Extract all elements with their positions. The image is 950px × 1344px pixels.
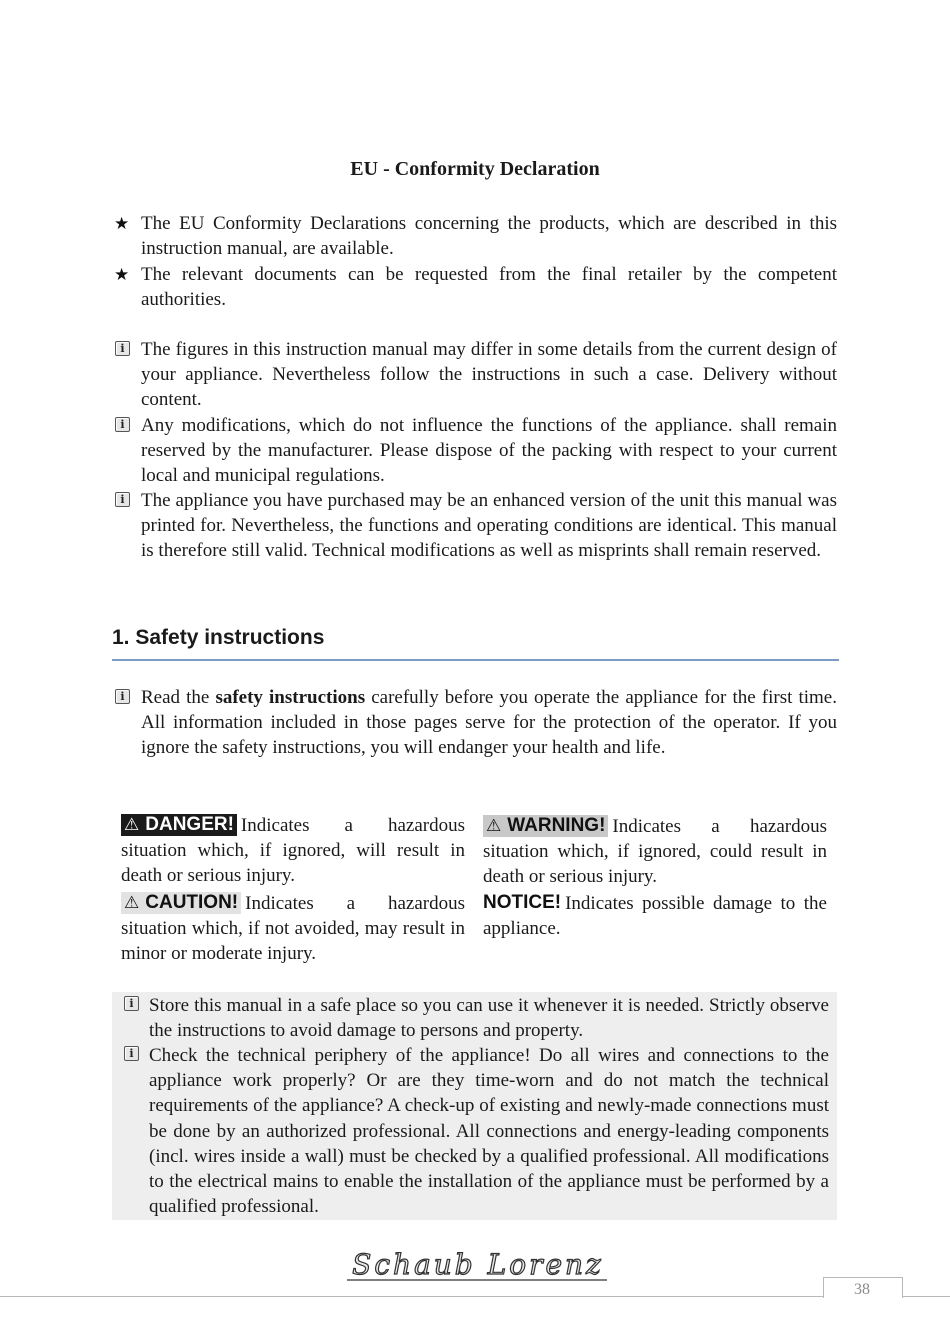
info-icon: i <box>115 492 130 507</box>
safety-intro <box>141 685 837 761</box>
notice-label: NOTICE! <box>483 892 562 913</box>
warning-triangle-icon: ⚠ <box>124 815 140 834</box>
info-item: The appliance you have purchased may be an enhanced version of the unit this manual was printed for. Nevertheless, the functions and operating conditions are identical. This manual is therefore still valid. Technical modifications as well as misprints shall remain reserved. <box>141 490 837 562</box>
boxed-item: Store this manual in a safe place so you can use it whenever it is needed. Strictly observe the instructions to avoid damage to persons and property. <box>149 995 829 1042</box>
warning-definition <box>483 814 827 890</box>
heading-rule <box>112 659 839 661</box>
boxed-item: Check the technical periphery of the appliance! Do all wires and connections to the appliance work properly? Or are they time-worn and do not match the technical requirements of the appliance? A check-up of existing and newly-made connections must be done by an authorized professional. All connections and energy-leading components (incl. wires inside a wall) must be checked by a qualified professional. All modifications to the electrical mains to enable the installation of the appliance must be performed by a qualified professional. <box>149 1045 829 1218</box>
section-heading: 1. Safety instructions <box>112 626 325 649</box>
star-icon: ★ <box>114 265 130 284</box>
warning-triangle-icon: ⚠ <box>486 816 502 835</box>
info-item: Any modifications, which do not influence the functions of the appliance. shall remain reserved by the manufacturer. Please dispose of the packing with respect to your current local and municipal regulations. <box>141 415 837 487</box>
safety-intro-end: carefully before you operate the appliance for the first time. All information included in those pages serve for the protection of the operator. If you ignore the safety instructions, you will endanger your health and life. <box>141 687 837 759</box>
page-number: 38 <box>854 1281 870 1298</box>
info-item: The figures in this instruction manual may differ in some details from the current design of your appliance. Nevertheless follow the instructions in such a case. Delivery without content. <box>141 339 837 411</box>
star-icon: ★ <box>114 214 130 233</box>
caution-text: Indicates a hazardous situation which, if not avoided, may result in minor or moderate injury. <box>121 893 465 965</box>
info-icon: i <box>124 996 139 1011</box>
info-icon: i <box>115 341 130 356</box>
safety-intro-start: Read the <box>141 687 216 708</box>
notice-definition <box>483 891 827 941</box>
info-icon: i <box>115 689 130 704</box>
info-icon: i <box>115 417 130 432</box>
star-item: The EU Conformity Declarations concerning the products, which are described in this instruction manual, are available. <box>141 213 837 260</box>
caution-label <box>121 892 241 914</box>
notice-text: Indicates possible damage to the appliance. <box>483 893 827 940</box>
danger-text: Indicates a hazardous situation which, if ignored, will result in death or serious injury. <box>121 815 465 887</box>
info-icon: i <box>124 1046 139 1061</box>
danger-definition <box>121 813 465 889</box>
caution-definition <box>121 891 465 967</box>
brand-logo <box>345 1244 611 1288</box>
danger-label-text: DANGER! <box>145 814 234 835</box>
danger-label <box>121 814 237 836</box>
safety-intro-bold: safety instructions <box>215 687 366 708</box>
star-item: The relevant documents can be requested from the final retailer by the competent authorities. <box>141 264 837 311</box>
caution-label-text: CAUTION! <box>145 892 239 913</box>
warning-text: Indicates a hazardous situation which, if ignored, could result in death or serious injury. <box>483 816 827 888</box>
page-title: EU - Conformity Declaration <box>350 158 600 180</box>
warning-triangle-icon: ⚠ <box>124 893 140 912</box>
brand-logo-text: Schaub Lorenz <box>352 1248 604 1281</box>
warning-label-text: WARNING! <box>507 815 606 836</box>
footer-line <box>0 1296 950 1297</box>
warning-label <box>483 815 608 837</box>
